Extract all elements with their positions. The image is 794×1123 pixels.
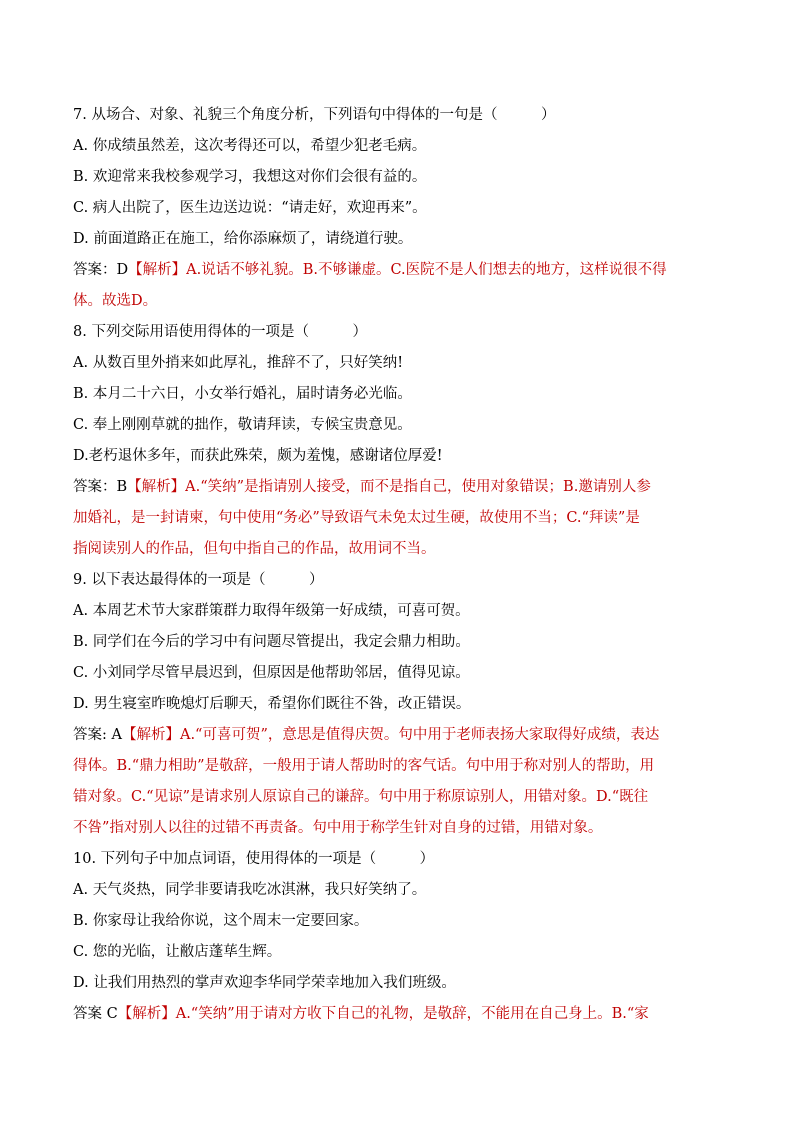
option-a: A. 天气炎热，同学非要请我吃冰淇淋，我只好笑纳了。: [73, 882, 427, 898]
answer-line: [73, 999, 725, 1030]
analysis-text: 加婚礼，是一封请柬，句中使用“务必”导致语气未免太过生硬，故使用不当；C.“拜读”是: [73, 510, 640, 526]
question-7: [73, 100, 725, 317]
option-d: D. 前面道路正在施工，给你添麻烦了，请绕道行驶。: [73, 231, 413, 247]
answer-label: 答案：B: [73, 479, 128, 495]
analysis-text: 指阅读别人的作品，但句中指自己的作品，故用词不当。: [73, 541, 436, 557]
option-a: A. 本周艺术节大家群策群力取得年级第一好成绩，可喜可贺。: [73, 603, 470, 619]
answer-label: 答案：D: [73, 262, 129, 278]
question-9: [73, 565, 725, 844]
analysis-text: A.说话不够礼貌。B.不够谦虚。C.医院不是人们想去的地方，这样说很不得: [186, 262, 667, 278]
option-a: A. 你成绩虽然差，这次考得还可以，希望少犯老毛病。: [73, 138, 427, 154]
document-page: [73, 100, 725, 1030]
question-title: 8. 下列交际用语使用得体的一项是（ ）: [73, 324, 367, 340]
analysis-tag: 【解析】: [121, 727, 180, 743]
analysis-tag: 【解析】: [128, 262, 187, 278]
analysis-text: 错对象。C.“见谅”是请求别人原谅自己的谦辞。句中用于称原谅别人，用错对象。D.“既往: [73, 789, 649, 805]
option-c: C. 奉上刚刚草就的拙作，敬请拜读，专候宝贵意见。: [73, 417, 412, 433]
option-c: C. 小刘同学尽管早晨迟到，但原因是他帮助邻居，值得见谅。: [73, 665, 470, 681]
option-b: B. 欢迎常来我校参观学习，我想这对你们会很有益的。: [73, 169, 427, 185]
analysis-text: A.“笑纳”用于请对方收下自己的礼物，是敬辞，不能用在自己身上。B.“家: [175, 1006, 649, 1022]
option-d: D.老朽退休多年，而获此殊荣，颇为羞愧，感谢诸位厚爱!: [73, 448, 443, 464]
answer-line: [73, 472, 725, 503]
option-c: C. 病人出院了，医生边送边说：“请走好，欢迎再来”。: [73, 200, 427, 216]
analysis-text: 体。故选D。: [73, 293, 158, 309]
analysis-tag: 【解析】: [117, 1006, 176, 1022]
question-10: [73, 844, 725, 1030]
analysis-text: 不咎”指对别人以往的过错不再责备。句中用于称学生针对自身的过错，用错对象。: [73, 820, 603, 836]
option-b: B. 同学们在今后的学习中有问题尽管提出，我定会鼎力相助。: [73, 634, 470, 650]
answer-line: [73, 255, 725, 286]
option-d: D. 让我们用热烈的掌声欢迎李华同学荣幸地加入我们班级。: [73, 975, 456, 991]
option-d: D. 男生寝室昨晚熄灯后聊天，希望你们既往不咎，改正错误。: [73, 696, 471, 712]
option-b: B. 本月二十六日，小女举行婚礼，届时请务必光临。: [73, 386, 412, 402]
answer-label: 答案: A: [73, 727, 122, 743]
answer-line: [73, 720, 725, 751]
analysis-text: A.“可喜可贺”，意思是值得庆贺。句中用于老师表扬大家取得好成绩，表达: [179, 727, 660, 743]
question-title: 10. 下列句子中加点词语，使用得体的一项是（ ）: [73, 851, 435, 867]
option-b: B. 你家母让我给你说，这个周末一定要回家。: [73, 913, 369, 929]
question-title: 7. 从场合、对象、礼貌三个角度分析，下列语句中得体的一句是（ ）: [73, 107, 556, 123]
question-8: [73, 317, 725, 565]
answer-label: 答案 C: [73, 1006, 118, 1022]
analysis-text: 得体。B.“鼎力相助”是敬辞，一般用于请人帮助时的客气话。句中用于称对别人的帮助，用: [73, 758, 655, 774]
analysis-text: A.“笑纳”是指请别人接受，而不是指自己，使用对象错误；B.邀请别人参: [185, 479, 651, 495]
option-a: A. 从数百里外捎来如此厚礼，推辞不了，只好笑纳!: [73, 355, 404, 371]
question-title: 9. 以下表达最得体的一项是（ ）: [73, 572, 324, 588]
analysis-tag: 【解析】: [127, 479, 186, 495]
option-c: C. 您的光临，让敝店蓬荜生辉。: [73, 944, 282, 960]
